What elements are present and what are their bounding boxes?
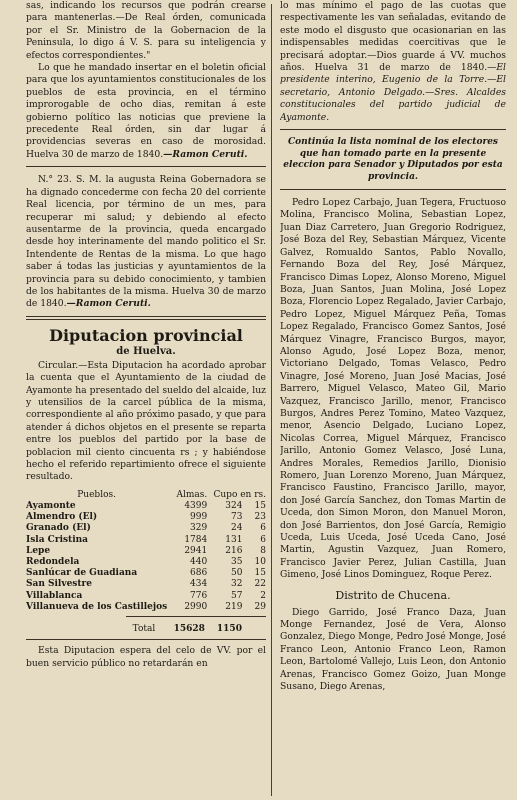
cupo-rs-value: 35: [231, 557, 243, 568]
electors-notice: Continúa la lista nominal de los electores que han tomado parte en la presente eleccion para Senador y Diputados por esta provincia.: [283, 137, 503, 182]
cupo-mrs-value: 6: [260, 523, 266, 534]
almas-value: 434: [190, 579, 208, 590]
town-name: San Silvestre: [26, 579, 92, 590]
table-row: [26, 591, 266, 602]
table-row: [26, 579, 266, 590]
town-name: Almendro (El): [26, 512, 98, 523]
signers-text: —El presidente interino, Eugenio de la Torre.—El secretario, Antonio Delgado.—Sres. Alcaldes constitucionales del partido judicial de Ayamonte.: [280, 62, 506, 123]
total-mrs: [242, 620, 266, 635]
decree-signature: —Ramon Ceruti.: [163, 148, 248, 160]
cupo-rs-value: 131: [225, 534, 243, 545]
table-row: [26, 535, 266, 546]
cupo-rs-value: 219: [225, 601, 243, 612]
almas-value: 1784: [184, 534, 208, 545]
cupo-rs-value: 32: [231, 579, 243, 590]
total-rule: [126, 616, 266, 617]
divider: [26, 639, 266, 640]
table-body: [26, 501, 266, 613]
total-almas: 15628: [173, 624, 205, 635]
header-almas: Almas.: [176, 489, 208, 500]
table-row: [26, 568, 266, 579]
license-paragraph: [26, 174, 266, 310]
divider: [280, 189, 506, 190]
cupo-mrs-value: 8: [260, 545, 266, 556]
cupo-mrs-value: 23: [254, 512, 266, 523]
table-header-row: [26, 490, 266, 501]
total-label: Total: [132, 624, 156, 635]
chucena-list: Diego Garrido, José Franco Daza, Juan Monge Fernandez, José de Vera, Alonso Gonzalez, Diego Monge, Pedro José Monge, José Franco Leon, Antonio Franco Leon, Ramon Leon, Bartolomé Vallejo, Luis Leon, don Antonio Arenas, Francisco Gomez Goizo, Juan Monge Susano, Diego Arenas,: [280, 606, 506, 693]
table-row: [26, 512, 266, 523]
section-title: Diputacion provincial: [49, 325, 243, 345]
total-rs: 1150: [216, 624, 242, 635]
town-name: Villanueva de los Castillejos: [26, 601, 168, 612]
table-row: [26, 501, 266, 512]
closing-paragraph: Esta Diputacion espera del celo de VV. por el buen servicio público no retardarán en: [26, 645, 266, 669]
district-heading: Distrito de Chucena.: [335, 588, 451, 602]
almas-value: 999: [190, 512, 208, 523]
cupo-mrs-value: 29: [254, 601, 266, 612]
almas-value: 329: [190, 523, 208, 534]
table-row: [26, 602, 266, 613]
payment-paragraph: [280, 0, 506, 124]
divider: [280, 129, 506, 130]
cupo-mrs-value: 10: [254, 557, 266, 568]
header-cupo: Cupo en rs.: [213, 489, 266, 500]
distribution-table: [26, 490, 266, 613]
payment-text: lo mas mínimo el pago de las cuotas que respectivamente les van señaladas, evitando de este modo el disgusto que ocasionarian en las indispensables medidas coercitivas que le precisará adoptar.—Dios guarde á VV. muchos años. Huelva 31 de marzo de 1840.: [280, 0, 506, 74]
license-text: N.° 23. S. M. la augusta Reina Gobernadora se ha dignado concederme con fecha 20 del corriente Real licencia, por término de un mes, para recuperar mi salud; y debiendo al efecto ausentarme de la provincia, queda encargado desde hoy interinamente del mando politico el Sr. Intendente de Rentas de la misma. Lo que hago saber á todas las justicias y ayuntamientos de la provincia para su debido conocimiento, y tambien de los habitantes de la misma. Huelva 30 de marzo de 1840.: [26, 174, 266, 310]
license-signature: —Ramon Ceruti.: [66, 298, 151, 310]
cupo-mrs-value: 15: [254, 568, 266, 579]
cupo-rs-value: 216: [225, 545, 243, 556]
total-row: [26, 620, 266, 635]
town-name: Lepe: [26, 545, 51, 556]
right-column: [280, 0, 506, 800]
town-name: Sanlúcar de Guadiana: [26, 568, 138, 579]
cupo-mrs-value: 2: [260, 590, 266, 601]
cupo-mrs-value: 15: [254, 501, 266, 512]
cupo-rs-value: 24: [231, 523, 243, 534]
cupo-rs-value: 50: [231, 568, 243, 579]
town-name: Isla Cristina: [26, 534, 89, 545]
table-row: [26, 557, 266, 568]
town-name: Ayamonte: [26, 501, 76, 512]
table-row: [26, 546, 266, 557]
cupo-rs-value: 57: [231, 590, 243, 601]
cupo-rs-value: 73: [231, 512, 243, 523]
decree-text: Lo que he mandado insertar en el boletin oficial para que los ayuntamientos constitucionales de los pueblos de esta provincia, en el término improrogable de ocho dias, remitan á este gobierno político las noticias que previene la precedente Real órden, sin dar lugar á providencias severas en caso de morosidad. Huelva 30 de marzo de 1840.: [26, 62, 266, 160]
double-divider: [26, 316, 266, 320]
decree-paragraph: [26, 62, 266, 161]
town-name: Granado (El): [26, 523, 91, 534]
almas-value: 776: [190, 590, 208, 601]
cupo-rs-value: 324: [225, 501, 243, 512]
almas-value: 2990: [184, 601, 208, 612]
intro-paragraph: sas, indicando los recursos que podrán crearse para mantenerlas.—De Real órden, comunicada por el Sr. Ministro de la Gobernacion de la Peninsula, lo digo á V. S. para su inteligencia y efectos correspondientes.": [26, 0, 266, 61]
cupo-mrs-value: 22: [254, 579, 266, 590]
almas-value: 4399: [184, 501, 208, 512]
divider: [26, 166, 266, 167]
circular-paragraph: Circular.—Esta Diputacion ha acordado aprobar la cuenta que el Ayuntamiento de la ciudad de Ayamonte ha presentado del sueldo del alcaide, luz y utensilios de la carcel pública de la misma, correspondiente al año próximo pasado, y que para atender á dichos objetos en el presente se reparta entre los pueblos del partido por la base de poblacion mil ciento cincuenta rs ; y habiéndose hecho el referido repartimiento ofrece el siguiente resultado.: [26, 359, 266, 483]
header-pueblos: Pueblos.: [77, 489, 116, 500]
cupo-mrs-value: 6: [260, 534, 266, 545]
table-row: [26, 523, 266, 534]
town-name: Redondela: [26, 557, 80, 568]
section-subtitle: de Huelva.: [116, 345, 176, 357]
column-rule: [271, 4, 272, 796]
town-name: Villablanca: [26, 590, 83, 601]
total-table: [26, 620, 266, 635]
almas-value: 2941: [184, 545, 208, 556]
almas-value: 686: [190, 568, 208, 579]
almas-value: 440: [190, 557, 208, 568]
electors-list: Pedro Lopez Carbajo, Juan Tegera, Fructuoso Molina, Francisco Molina, Sebastian Lopez, Juan Diaz Carretero, Juan Gregorio Rodriguez, José Boza del Rey, Sebastian Márquez, Vicente Galvez, Romualdo Santos, Pablo Novallo, Fernando Boza del Rey, José Márquez, Francisco Dimas Lopez, Alonso Moreno, Miguel Boza, Juan Santos, Juan Molina, José Lopez Boza, Florencio Lopez Regalado, Javier Carbajo, Pedro Lopez, Miguel Márquez Peña, Tomas Lopez Regalado, Francisco Gomez Santos, José Márquez Vinagre, Francisco Burgos, mayor, Alonso Agudo, José Lopez Boza, menor, Victoriano Delgado, Tomas Velasco, Pedro Vinagre, José Moreno, Juan José Macias, José Barrero, Miguel Velasco, Mateo Gil, Mario Vazquez, Francisco Jarillo, menor, Francisco Burgos, Andres Perez Tomino, Mateo Vazquez, menor, Asencio Delgado, Luciano Lopez, Nicolas Correa, Miguel Márquez, Francisco Jarillo, Antonio Gomez Velasco, José Luna, Andres Morales, Remedios Jarillo, Dionisio Romero, Juan Lorenzo Moreno, Juan Márquez, Francisco Faustino, Francisco Jarillo, mayor, don José García Sanchez, don Tomas Martin de Uceda, don Simon Moron, don Manuel Moron, don José Barrientos, don José García, Remigio Uceda, Luis Uceda, José Uceda Cano, José Martin, Agustin Vazquez, Juan Romero, Francisco Javier Perez, Julian Castilla, Juan Gimeno, José Linos Dominguez, Roque Perez.: [280, 197, 506, 581]
left-column: [26, 0, 266, 800]
